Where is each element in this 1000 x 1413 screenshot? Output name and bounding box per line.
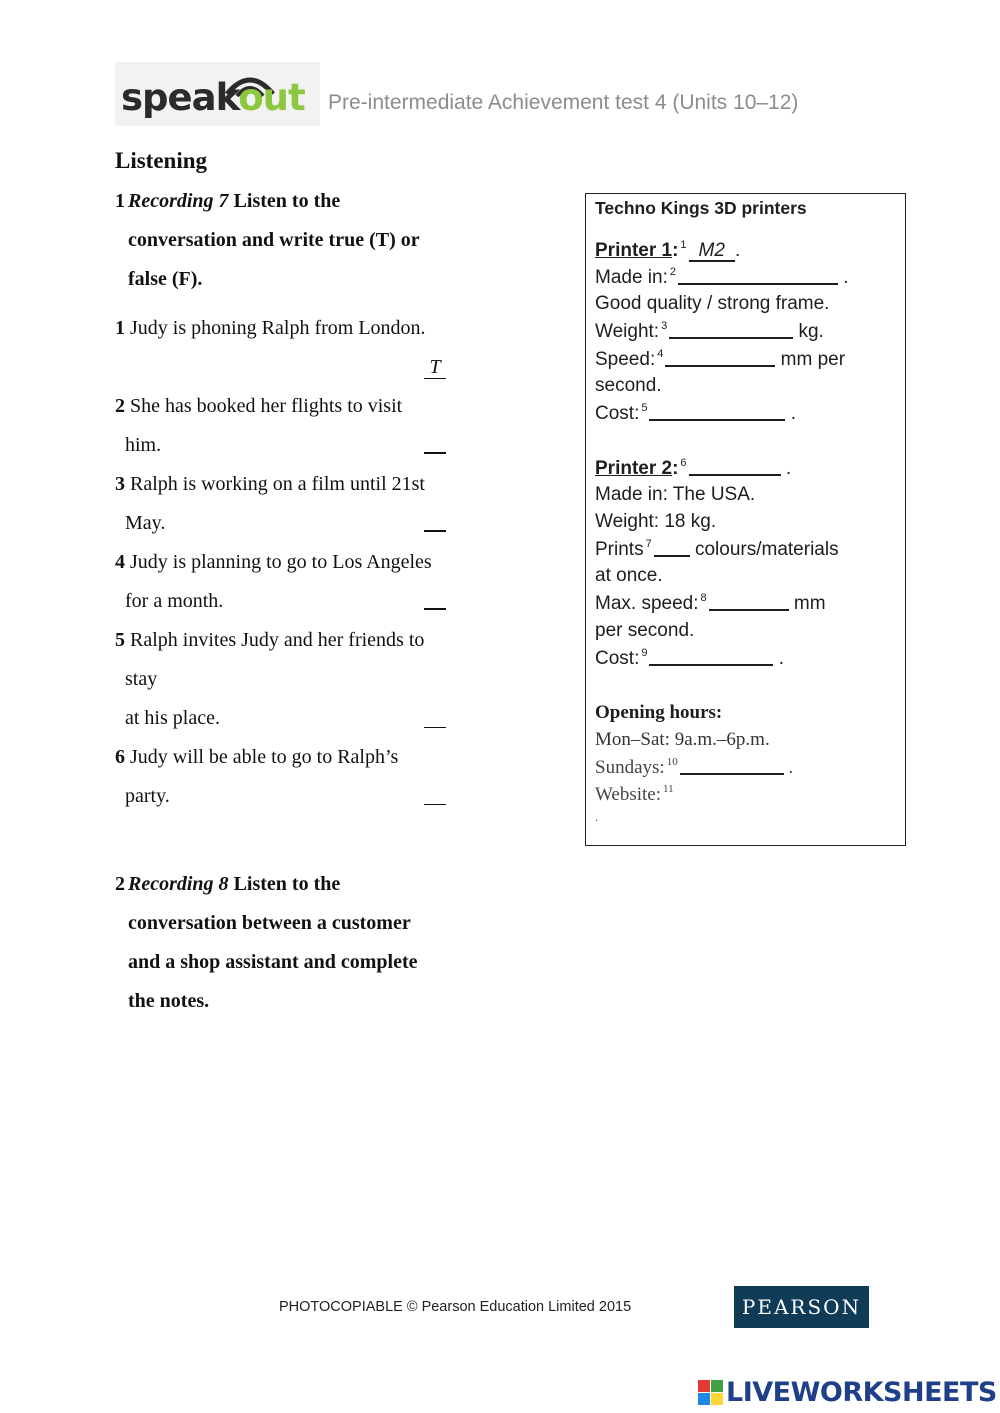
cost-blank[interactable] [649, 405, 785, 421]
exercise2-instructions: 2 Recording 8 Listen to the conversation between a customer and a shop assistant and complete the notes. [115, 873, 418, 1012]
pearson-logo: PEARSON [734, 1286, 869, 1328]
max-speed-unit-row: per second. [595, 620, 695, 641]
header [115, 62, 875, 126]
notes-box [585, 193, 906, 846]
website-row: Website: $^{11}$ [595, 783, 674, 805]
cost-2-row: Cost: $^9$ . [595, 647, 785, 669]
question-4: 4 Judy is planning to go to Los Angeles for a month. [115, 551, 432, 612]
question-2: 2 She has booked her flights to visit him. [115, 395, 403, 456]
mon-sat-row: Mon–Sat: 9a.m.–6p.m. [595, 729, 770, 750]
weight-blank[interactable] [669, 323, 793, 339]
website-blank-dot[interactable]: . [595, 810, 599, 824]
test-title: Pre-intermediate Achievement test 4 (Units 10–12) [328, 91, 799, 114]
cost-row: Cost: $^5$ . [595, 402, 797, 424]
weight-2-row: Weight: 18 kg. [595, 511, 717, 532]
sundays-blank[interactable] [680, 759, 784, 775]
prints-unit-row: at once. [595, 565, 663, 586]
made-in-row: Made in: $^2$ . [595, 266, 849, 288]
max-speed-blank[interactable] [709, 595, 789, 611]
answer-3[interactable] [424, 530, 446, 532]
answer-4[interactable] [424, 608, 446, 610]
made-in-2-row: Made in: The USA. [595, 484, 756, 505]
question-3: 3 Ralph is working on a film until 21st May. [115, 473, 425, 534]
cost-2-blank[interactable] [649, 650, 773, 666]
printer1-row: Printer 1: $^1$ M2 . [595, 239, 741, 261]
opening-hours-heading: Opening hours: [595, 702, 723, 723]
liveworksheets-text: LIVEWORKSHEETS [726, 1377, 997, 1408]
answer-6[interactable] [424, 803, 446, 805]
liveworksheets-watermark [698, 1377, 997, 1409]
answer-5[interactable] [424, 726, 446, 728]
prints-row: Prints $^7$ colours/materials [595, 538, 839, 560]
printer2-row: Printer 2: $^6$ . [595, 457, 792, 479]
logo-text: speakout [121, 76, 305, 119]
question-1: 1 Judy is phoning Ralph from London. [115, 317, 426, 339]
answer-1[interactable]: T [424, 357, 446, 379]
printer1-answer[interactable]: M2 [689, 242, 735, 262]
speakout-logo [115, 62, 320, 126]
quality-row: Good quality / strong frame. [595, 293, 830, 314]
liveworksheets-icon [698, 1380, 724, 1406]
answer-2[interactable] [424, 452, 446, 454]
speed-row: Speed: $^4$ mm per [595, 348, 846, 370]
weight-row: Weight: $^3$ kg. [595, 320, 824, 342]
question-6: 6 Judy will be able to go to Ralph’s party. [115, 746, 399, 807]
copyright-notice: PHOTOCOPIABLE © Pearson Education Limited 2015 [279, 1299, 632, 1315]
sundays-row: Sundays: $^{10}$ . [595, 756, 794, 778]
speed-blank[interactable] [665, 351, 775, 367]
notes-heading: Techno Kings 3D printers [595, 198, 807, 218]
question-5: 5 Ralph invites Judy and her friends to stay at his place. [115, 629, 425, 729]
made-in-blank[interactable] [678, 269, 838, 285]
speed-unit-row: second. [595, 375, 662, 396]
section-title: Listening [115, 148, 208, 173]
printer2-blank[interactable] [689, 460, 781, 476]
prints-blank[interactable] [654, 541, 690, 557]
max-speed-row: Max. speed: $^8$ mm [595, 592, 826, 614]
exercise1-instructions: 1 Recording 7 Listen to the conversation and write true (T) or false (F). [115, 190, 420, 290]
